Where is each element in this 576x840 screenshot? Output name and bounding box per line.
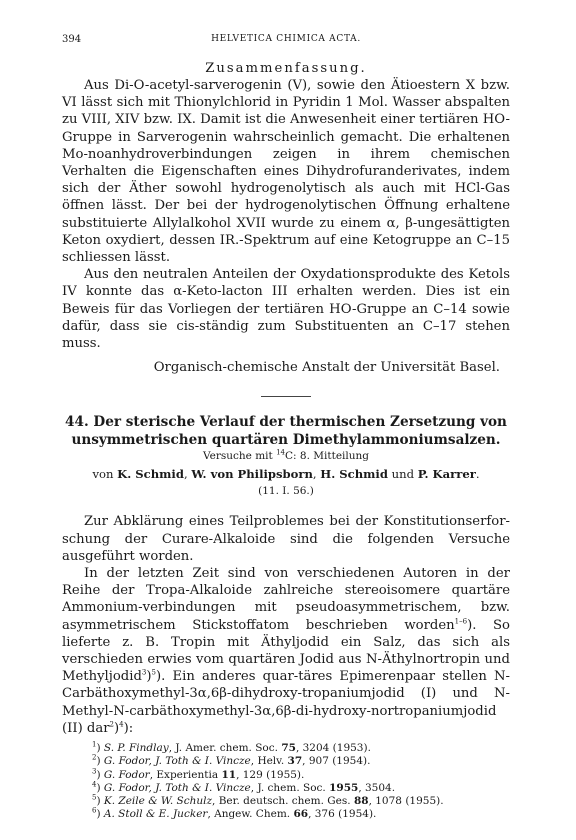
body-paragraph-2: [62, 565, 510, 737]
footnote-source: , J. chem. Soc.: [250, 781, 330, 794]
footnote-volume: 66: [293, 808, 309, 821]
footnote: $^1$) S. P. Findlay, J. Amer. chem. Soc. 75, 3204 (1953).: [92, 740, 371, 755]
author-sep: ,: [312, 467, 321, 482]
footnote-number: 3: [92, 767, 97, 775]
running-header: [62, 34, 510, 54]
article-subtitle: [62, 449, 510, 464]
authors-und: und: [387, 467, 418, 482]
footnote: $^4$) G. Fodor, J. Toth & I. Vincze, J. chem. Soc. 1955, 3504.: [92, 780, 396, 794]
footnote-volume: 37: [287, 755, 303, 768]
footnotes: [62, 742, 510, 821]
author-4: P. Karrer: [417, 467, 476, 482]
article-title-line-2: unsymmetrischen quartären Dimethylammoniumsalzen.: [71, 432, 501, 449]
institution-signature: Organisch-chemische Anstalt der Universität Basel.: [153, 360, 500, 376]
footnote-ref: 4: [119, 720, 124, 729]
footnote-authors: G. Fodor, J. Toth & I. Vincze: [103, 755, 251, 768]
footnote-pages: , 376 (1954).: [308, 808, 377, 821]
subtitle-post: C: 8. Mitteilung: [285, 450, 369, 463]
summary-paragraph-2: Aus den neutralen Anteilen der Oxydationsprodukte des Ketols IV konnte das α-Keto-lacton III erhalten werden. Dies ist ein Beweis für das Vorliegen der tertiären HO-Gruppe an C–14 sowie dafür, dass sie cis-ständig zum Substituenten an C–17 stehen muss.: [62, 267, 510, 352]
authors-end: .: [475, 467, 480, 482]
para2-text-b: ). So lieferte z. B. Tropin mit Äthyljodid ein Salz, das sich als verschieden erwies vom quartären Jodid aus N-Äthylnortropin und Methyljodid: [62, 617, 510, 685]
footnote-authors: K. Zeile & W. Schulz: [103, 794, 213, 807]
journal-name: HELVETICA CHIMICA ACTA.: [211, 34, 361, 44]
footnote-ref: 1–6: [454, 617, 468, 626]
footnote-pages: , 907 (1954).: [302, 755, 371, 768]
received-date: (11. I. 56.): [258, 485, 314, 498]
footnote-number: 1: [92, 740, 97, 749]
footnote-pages: , 3204 (1953).: [295, 742, 371, 755]
footnote-pages: , 1078 (1955).: [368, 794, 444, 807]
footnote-volume: 75: [281, 742, 296, 755]
summary-paragraph-1: Aus Di-O-acetyl-sarverogenin (V), sowie den Ätioestern X bzw. VI lässt sich mit Thionylchlorid in Pyridin 1 Mol. Wasser abspalten zu VIII, XIV bzw. IX. Damit ist die Anwesenheit einer tertiären HO-Gruppe in Sarverogenin wahrscheinlich gemacht. Die erhaltenen Mo-noanhydroverbindungen zeigen in ihrem chemischen Verhalten die Eigenschaften eines Dihydrofuranderivates, indem sich der Äther sowohl hydrogenolytisch als auch mit HCl-Gas öffnen lässt. Der bei der hydrogenolytischen Öffnung erhaltene substituierte Allylalkohol XVII wurde zu einem α, β-ungesättigten Keton oxydiert, dessen IR.-Spektrum auf eine Ketogruppe an C–15 schliessen lässt.: [62, 78, 510, 266]
para2-text-c: ): [146, 669, 152, 685]
page-number: 394: [62, 34, 82, 45]
footnote-number: 4: [92, 780, 97, 789]
author-2: W. von Philipsborn: [191, 467, 313, 482]
para2-text-f: ):: [123, 720, 134, 736]
footnote-authors: G. Fodor, J. Toth & I. Vincze: [103, 781, 251, 794]
author-sep: ,: [183, 467, 192, 482]
author-1: K. Schmid: [117, 467, 184, 482]
para2-text-a: In der letzten Zeit sind von verschiedenen Autoren in der Reihe der Tropa-Alkaloide zahlreiche stereoisomere quartäre Ammonium-verbindungen mit pseudoasymmetrischem, bzw. asymmetrischem Stickstoffatom beschrieben worden: [62, 566, 510, 633]
para2-text-d: ). Ein anderes quar-täres Epimerenpaar stellen N-Carbäthoxymethyl-3α,6β-dihydroxy-tropaniumjodid (I) und N-Methyl-N-carbäthoxymethyl-3α,6β-di-hydroxy-nortropaniumjodid (II) dar: [62, 669, 510, 736]
subtitle-pre: Versuche mit: [203, 450, 277, 463]
author-line: [62, 466, 510, 483]
footnote-volume: 1955: [329, 781, 359, 794]
footnote: $^5$) K. Zeile & W. Schulz, Ber. deutsch. chem. Ges. 88, 1078 (1955).: [92, 793, 444, 807]
footnote: $^2$) G. Fodor, J. Toth & I. Vincze, Helv. 37, 907 (1954).: [92, 753, 371, 768]
footnote: $^6$) A. Stoll & E. Jucker, Angew. Chem. 66, 376 (1954).: [92, 806, 377, 821]
footnote-number: 2: [92, 753, 97, 762]
footnote-ref: 3: [141, 668, 147, 677]
authors-von: von: [92, 467, 118, 482]
author-3: H. Schmid: [320, 467, 388, 482]
footnote-source: , J. Amer. chem. Soc.: [168, 742, 282, 755]
footnote-pages: , 3504.: [358, 781, 396, 794]
footnote-authors: S. P. Findlay: [103, 742, 169, 755]
footnote-source: , Ber. deutsch. chem. Ges.: [212, 794, 354, 807]
footnote-volume: 11: [221, 768, 237, 781]
footnote-pages: , 129 (1955).: [236, 768, 305, 781]
footnote-source: , Helv.: [250, 755, 288, 768]
page: [62, 34, 510, 821]
footnote-volume: 88: [353, 794, 369, 807]
footnote-number: 6: [92, 806, 97, 815]
para2-text-e: ): [113, 720, 120, 736]
footnote-ref: 5: [151, 668, 156, 677]
article-title: [62, 413, 510, 449]
section-divider: [261, 396, 311, 397]
footnote-source: , Experientia: [149, 768, 222, 781]
footnote-authors: G. Fodor: [103, 768, 150, 781]
footnote-authors: A. Stoll & E. Jucker: [103, 808, 208, 821]
article-body: [62, 513, 510, 737]
footnote-ref: 2: [109, 720, 114, 729]
summary-title: Zusammenfassung.: [205, 61, 367, 76]
footnote-number: 5: [92, 793, 97, 802]
body-paragraph-1: Zur Abklärung eines Teilproblemes bei der Konstitutionserfor-schung der Curare-Alkaloide sind die folgenden Versuche ausgeführt worden.: [62, 514, 510, 564]
footnote: $^3$) G. Fodor, Experientia 11, 129 (1955).: [92, 767, 305, 781]
subtitle-isotope: 14: [276, 448, 285, 457]
article-title-line-1: 44. Der sterische Verlauf der thermischen Zersetzung von: [65, 414, 507, 431]
footnote-source: , Angew. Chem.: [207, 808, 294, 821]
